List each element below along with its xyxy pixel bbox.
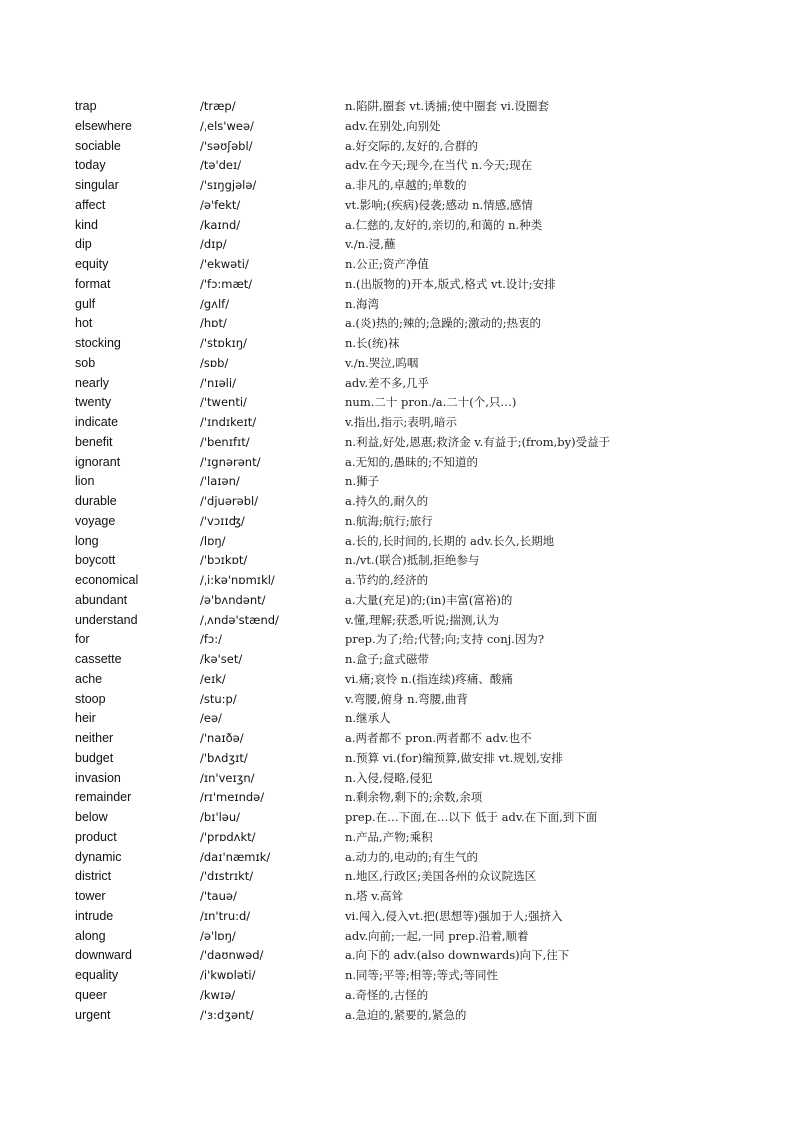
entry-phonetic: /'djuərəbl/ [200,494,259,508]
entry-phonetic: /'benɪfɪt/ [200,434,250,449]
entry-word: neither [75,731,114,745]
entry-word: economical [75,573,139,587]
entry-meaning: a.奇怪的,古怪的 [345,987,429,1002]
entry-word: queer [75,987,107,1002]
entry-phonetic: /træp/ [200,99,236,113]
entry-phonetic: /'daʊnwəd/ [200,948,264,963]
entry-word: hot [75,316,93,331]
entry-word: heir [75,711,96,726]
entry-meaning: vi.闯入,侵入vt.把(思想等)强加于人;强挤入 [345,908,563,923]
entry-word: invasion [75,770,121,785]
entry-phonetic: /kaɪnd/ [200,217,241,232]
entry-phonetic: /kə'set/ [200,652,243,666]
entry-meaning: n.长(统)袜 [345,336,400,350]
entry-word: affect [75,197,106,212]
entry-phonetic: /'sɪŋgjələ/ [200,178,257,192]
entry-word: kind [75,217,98,232]
vocab-entry [0,729,800,749]
entry-word: trap [75,99,97,113]
entry-word: equity [75,257,109,271]
vocabulary-list [0,97,800,1025]
entry-meaning: n.航海;航行;旅行 [345,513,433,528]
entry-phonetic: /'stɒkɪŋ/ [200,336,247,350]
entry-word: district [75,869,112,884]
entry-word: elsewhere [75,118,132,133]
entry-word: urgent [75,1007,111,1022]
entry-phonetic: /lɒŋ/ [200,533,226,548]
entry-word: equality [75,968,119,982]
vocab-entry [0,946,800,966]
vocab-entry [0,413,800,433]
entry-meaning: n.利益,好处,恩惠;救济金 v.有益于;(from,by)受益于 [345,434,611,449]
entry-phonetic: /'twenti/ [200,395,247,410]
vocab-entry [0,354,800,374]
entry-word: downward [75,948,132,963]
entry-meaning: v.弯腰,俯身 n.弯腰,曲背 [345,691,468,706]
entry-word: indicate [75,415,119,429]
entry-meaning: a.两者都不 pron.两者都不 adv.也不 [345,731,532,745]
entry-word: ache [75,671,103,686]
entry-meaning: n.塔 v.高耸 [345,889,404,903]
entry-word: intrude [75,908,114,923]
vocab-entry [0,709,800,729]
entry-meaning: a.(炎)热的;辣的;急躁的;激动的;热衷的 [345,316,541,331]
entry-word: for [75,632,90,647]
vocab-entry [0,156,800,176]
entry-phonetic: /i'kwɒləti/ [200,968,256,982]
entry-meaning: n.同等;平等;相等;等式;等同性 [345,968,499,982]
vocab-entry [0,571,800,591]
entry-phonetic: /eɪk/ [200,671,226,686]
vocab-entry [0,808,800,828]
entry-meaning: v.懂,理解;获悉,听说;揣测,认为 [345,612,500,627]
vocab-entry [0,551,800,571]
entry-meaning: v./n.哭泣,呜咽 [345,355,419,370]
entry-phonetic: /ˌi:kə'nɒmɪkl/ [200,573,275,587]
entry-meaning: a.长的,长时间的,长期的 adv.长久,长期地 [345,533,555,548]
vocab-entry [0,650,800,670]
entry-phonetic: /hɒt/ [200,316,227,331]
entry-meaning: n.狮子 [345,474,380,489]
entry-phonetic: /'dɪstrɪkt/ [200,869,254,884]
entry-meaning: n.预算 vi.(for)编预算,做安排 vt.规划,安排 [345,750,563,765]
entry-meaning: a.大量(充足)的;(in)丰富(富裕)的 [345,592,513,607]
vocab-entry [0,393,800,413]
vocab-entry [0,275,800,295]
entry-meaning: prep.在…下面,在…以下 低于 adv.在下面,到下面 [345,810,598,824]
entry-meaning: n.盒子;盒式磁带 [345,652,429,666]
entry-phonetic: /'nɪəli/ [200,375,236,390]
entry-word: gulf [75,296,96,311]
entry-meaning: n.产品,产物;乘积 [345,829,433,844]
vocab-entry [0,591,800,611]
entry-meaning: a.好交际的,友好的,合群的 [345,138,478,153]
entry-meaning: a.持久的,耐久的 [345,494,429,508]
entry-meaning: adv.向前;一起,一同 prep.沿着,顺着 [345,928,529,943]
entry-meaning: n.继承人 [345,711,391,726]
entry-meaning: n.剩余物,剩下的;余数,余项 [345,790,483,805]
entry-phonetic: /eə/ [200,711,222,726]
vocab-entry [0,907,800,927]
entry-word: dynamic [75,849,122,864]
entry-meaning: vi.痛;哀怜 n.(指连续)疼痛、酸痛 [345,671,513,686]
entry-word: cassette [75,652,122,666]
entry-word: tower [75,889,106,903]
entry-phonetic: /'bʌdʒɪt/ [200,750,248,765]
entry-phonetic: /ə'bʌndənt/ [200,592,266,607]
vocab-entry [0,137,800,157]
entry-phonetic: /'ɪndɪkeɪt/ [200,415,257,429]
entry-phonetic: /bɪ'ləu/ [200,810,241,824]
entry-phonetic: /'fɔ:mæt/ [200,276,253,291]
entry-phonetic: /'naɪðə/ [200,731,244,745]
vocab-entry [0,986,800,1006]
entry-phonetic: /daɪ'næmɪk/ [200,849,271,864]
entry-word: abundant [75,592,128,607]
entry-meaning: adv.差不多,几乎 [345,375,430,390]
vocab-entry [0,630,800,650]
vocab-entry [0,848,800,868]
entry-meaning: n./vt.(联合)抵制,拒绝参与 [345,553,480,568]
entry-meaning: n.地区,行政区;美国各州的众议院选区 [345,869,537,884]
vocab-entry [0,97,800,117]
vocab-entry [0,196,800,216]
entry-phonetic: /ə'fekt/ [200,197,241,212]
vocab-entry [0,788,800,808]
entry-word: below [75,810,108,824]
entry-word: remainder [75,790,132,805]
entry-phonetic: /ɪn'tru:d/ [200,908,251,923]
entry-phonetic: /kwɪə/ [200,987,236,1002]
vocab-entry [0,749,800,769]
entry-phonetic: /dɪp/ [200,237,227,252]
entry-phonetic: /'səʊʃəbl/ [200,138,253,153]
entry-phonetic: /fɔ:/ [200,632,222,647]
entry-meaning: adv.在别处,向别处 [345,118,441,133]
vocab-entry [0,670,800,690]
vocab-entry [0,828,800,848]
entry-phonetic: /'ɜ:dʒənt/ [200,1007,254,1022]
entry-word: budget [75,750,114,765]
entry-meaning: a.节约的,经济的 [345,573,429,587]
vocab-entry [0,927,800,947]
entry-phonetic: /'laɪən/ [200,474,240,489]
vocab-entry [0,374,800,394]
entry-phonetic: /sɒb/ [200,355,229,370]
entry-meaning: v./n.浸,蘸 [345,237,396,252]
vocab-entry [0,235,800,255]
entry-meaning: a.非凡的,卓越的;单数的 [345,178,467,192]
entry-meaning: n.陷阱,圈套 vt.诱捕;使中圈套 vi.设圈套 [345,99,550,113]
entry-meaning: a.无知的,愚昧的;不知道的 [345,454,479,469]
vocab-entry [0,216,800,236]
entry-word: dip [75,237,92,252]
entry-phonetic: /ˌʌndə'stænd/ [200,612,279,627]
entry-word: understand [75,612,138,627]
entry-phonetic: /'bɔɪkɒt/ [200,553,248,568]
vocab-entry [0,255,800,275]
entry-word: singular [75,178,119,192]
vocab-entry [0,1006,800,1026]
entry-word: stoop [75,691,106,706]
entry-phonetic: /'ekwəti/ [200,257,249,271]
entry-meaning: v.指出,指示;表明,暗示 [345,415,457,429]
vocab-entry [0,532,800,552]
entry-meaning: a.向下的 adv.(also downwards)向下,往下 [345,948,570,963]
entry-word: long [75,533,99,548]
entry-word: sob [75,355,96,370]
entry-phonetic: /stu:p/ [200,691,237,706]
vocab-entry [0,512,800,532]
entry-word: along [75,928,106,943]
entry-word: twenty [75,395,112,410]
entry-phonetic: /tə'deɪ/ [200,158,242,173]
vocab-entry [0,492,800,512]
entry-word: format [75,276,111,291]
entry-meaning: num.二十 pron./a.二十(个,只…) [345,395,517,410]
vocab-entry [0,611,800,631]
entry-phonetic: /rɪ'meɪndə/ [200,790,265,805]
entry-meaning: a.动力的,电动的;有生气的 [345,849,479,864]
vocab-entry [0,453,800,473]
entry-word: durable [75,494,117,508]
entry-phonetic: /'vɔɪɪʤ/ [200,513,245,528]
entry-word: nearly [75,375,110,390]
entry-meaning: n.(出版物的)开本,版式,格式 vt.设计;安排 [345,276,556,291]
vocab-entry [0,887,800,907]
entry-meaning: adv.在今天;现今,在当代 n.今天;现在 [345,158,533,173]
vocab-entry [0,472,800,492]
vocab-entry [0,769,800,789]
entry-word: lion [75,474,95,489]
entry-word: ignorant [75,454,121,469]
entry-phonetic: /'ɪgnərənt/ [200,454,261,469]
entry-phonetic: /'prɒdʌkt/ [200,829,256,844]
entry-phonetic: /gʌlf/ [200,296,230,311]
entry-phonetic: /ˌels'weə/ [200,118,254,133]
vocab-entry [0,314,800,334]
entry-word: sociable [75,138,121,153]
vocab-entry [0,117,800,137]
vocab-entry [0,966,800,986]
entry-phonetic: /ɪn'veɪʒn/ [200,770,255,785]
entry-word: today [75,158,106,173]
entry-meaning: n.入侵,侵略,侵犯 [345,770,433,785]
entry-meaning: vt.影响;(疾病)侵袭;感动 n.情感,感情 [345,197,533,212]
entry-phonetic: /'tauə/ [200,889,237,903]
entry-meaning: a.仁慈的,友好的,亲切的,和蔼的 n.种类 [345,217,543,232]
entry-meaning: prep.为了;给;代替;向;支持 conj.因为? [345,632,544,647]
entry-meaning: n.公正;资产净值 [345,257,429,271]
vocab-entry [0,176,800,196]
vocab-entry [0,690,800,710]
entry-meaning: n.海湾 [345,296,380,311]
vocab-entry [0,433,800,453]
vocab-entry [0,867,800,887]
entry-word: stocking [75,336,121,350]
vocab-entry [0,334,800,354]
entry-phonetic: /ə'lɒŋ/ [200,928,236,943]
entry-word: product [75,829,117,844]
entry-word: boycott [75,553,116,568]
entry-word: voyage [75,513,116,528]
vocab-entry [0,295,800,315]
entry-meaning: a.急迫的,紧要的,紧急的 [345,1007,467,1022]
entry-word: benefit [75,434,113,449]
